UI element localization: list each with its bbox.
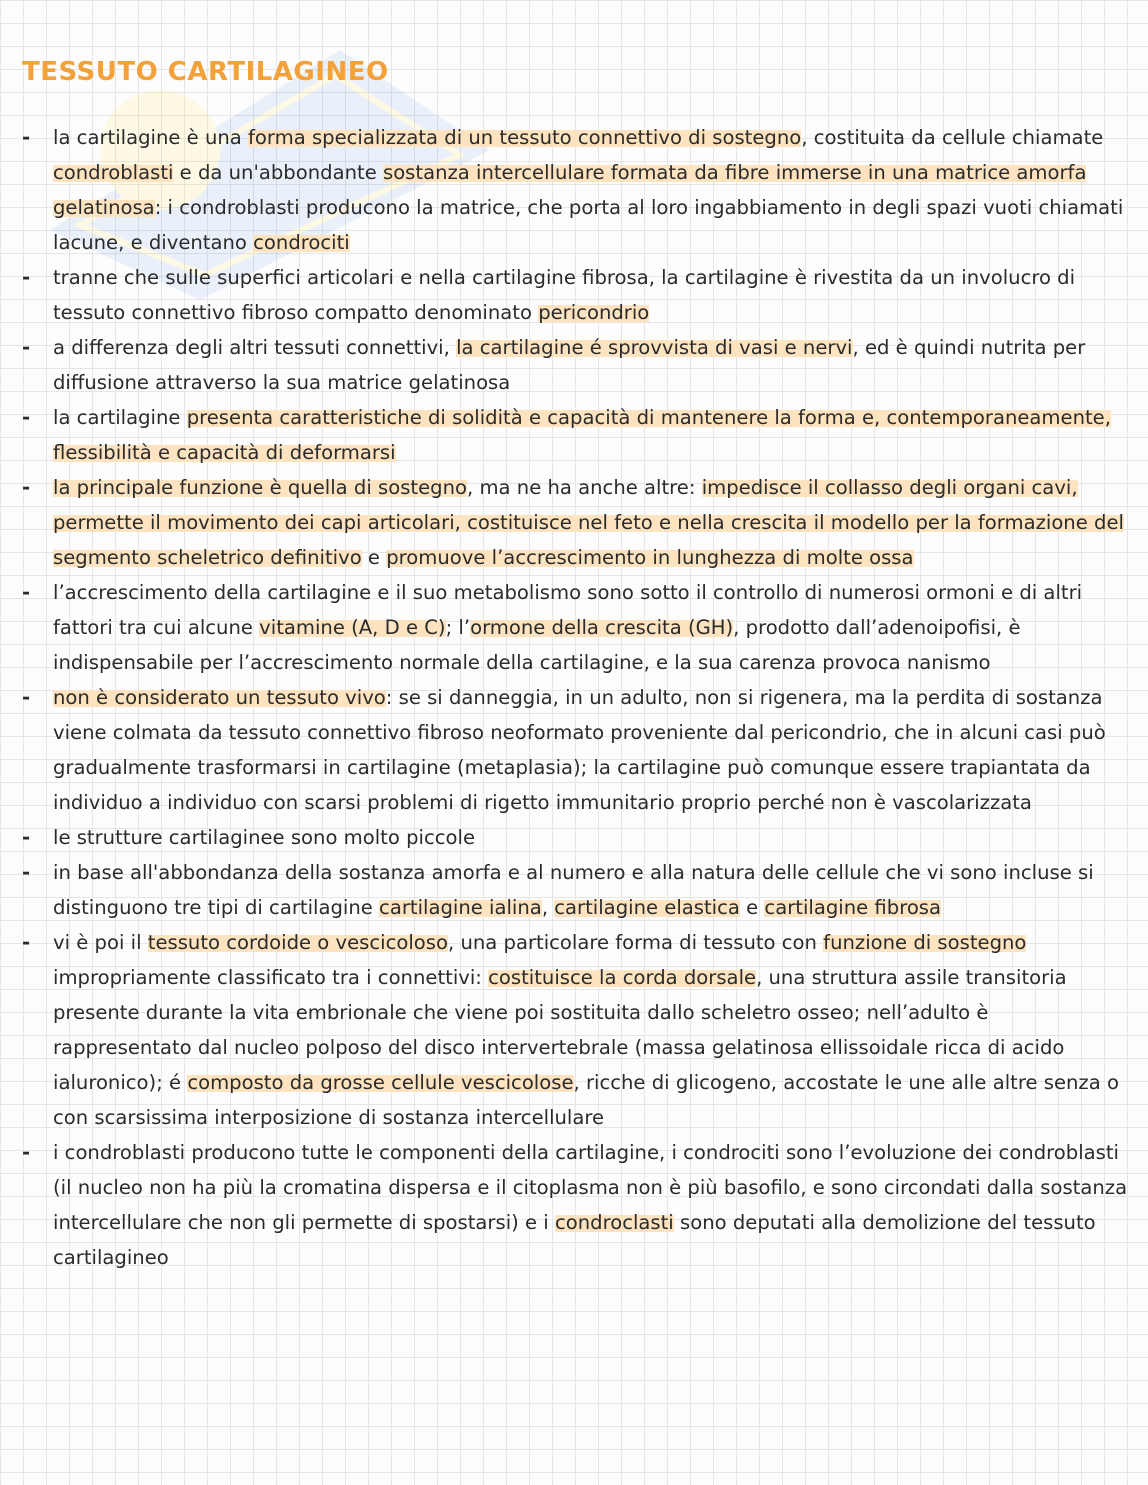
highlighted-text: la principale funzione è quella di sostegno: [53, 476, 467, 499]
text-segment: : i condroblasti producono la matrice, che porta al loro ingabbiamento in degli spazi vuoti chiamati lacune, e diventano: [53, 196, 1124, 254]
list-item: [22, 260, 1132, 330]
highlighted-text: condroclasti: [554, 1211, 674, 1234]
highlighted-text: impedisce il collasso degli organi cavi, permette il movimento dei capi articolari, costituisce nel feto e nella crescita il modello per la formazione del segmento scheletrico definitivo: [53, 476, 1124, 569]
text-segment: e da un'abbondante: [173, 161, 383, 184]
highlighted-text: non è considerato un tessuto vivo: [53, 686, 386, 709]
text-segment: vi è poi il: [53, 931, 148, 954]
text-segment: le strutture cartilaginee sono molto piccole: [53, 826, 475, 849]
text-segment: , una struttura assile transitoria presente durante la vita embrionale che viene poi sostituita dallo scheletro osseo; nell’adulto è rappresentato dal nucleo polposo del disco intervertebrale (massa gelatinosa ellissoidale ricca di acido ialuronico); é: [53, 966, 1067, 1094]
text-segment: , ricche di glicogeno, accostate le une alle altre senza o con scarsissima interposizione di sostanza intercellulare: [53, 1071, 1119, 1129]
page-title: TESSUTO CARTILAGINEO: [22, 57, 389, 87]
highlighted-text: promuove l’accrescimento in lunghezza di molte ossa: [386, 546, 914, 569]
text-segment: , prodotto dall’adenoipofisi, è indispensabile per l’accrescimento normale della cartilagine, e la sua carenza provoca nanismo: [53, 616, 1021, 674]
highlighted-text: forma specializzata di un tessuto connettivo di sostegno: [248, 126, 802, 149]
notes-list: [22, 120, 1132, 1275]
highlighted-text: cartilagine fibrosa: [764, 896, 942, 919]
highlighted-text: sostanza intercellulare formata da fibre immerse in una matrice amorfa gelatinosa: [53, 161, 1087, 219]
text-segment: : se si danneggia, in un adulto, non si rigenera, ma la perdita di sostanza viene colmata da tessuto connettivo fibroso neoformato proveniente dal pericondrio, che in alcuni casi può gradualmente trasformarsi in cartilagine (metaplasia); la cartilagine può comunque essere trapiantata da individuo a individuo con scarsi problemi di rigetto immunitario proprio perché non è vascolarizzata: [53, 686, 1106, 814]
list-item: [22, 820, 1132, 855]
highlighted-text: ormone della crescita (GH): [470, 616, 734, 639]
text-segment: i condroblasti producono tutte le componenti della cartilagine, i condrociti sono l’evoluzione dei condroblasti (il nucleo non ha più la cromatina dispersa e il citoplasma non è più basofilo, e sono circondati dalla sostanza intercellulare che non gli permette di spostarsi) e i: [53, 1141, 1128, 1234]
highlighted-text: cartilagine elastica: [554, 896, 740, 919]
highlighted-text: tessuto cordoide o vescicoloso: [147, 931, 448, 954]
list-item: [22, 400, 1132, 470]
list-item: [22, 680, 1132, 820]
text-segment: l’accrescimento della cartilagine e il suo metabolismo sono sotto il controllo di numerosi ormoni e di altri fattori tra cui alcune: [53, 581, 1083, 639]
highlighted-text: pericondrio: [538, 301, 650, 324]
text-segment: la cartilagine: [53, 406, 187, 429]
text-segment: sono deputati alla demolizione del tessuto cartilagineo: [53, 1211, 1096, 1269]
text-segment: e: [361, 546, 387, 569]
highlighted-text: condroblasti: [53, 161, 174, 184]
text-segment: ; l’: [445, 616, 471, 639]
text-segment: e: [739, 896, 765, 919]
text-segment: tranne che sulle superfici articolari e nella cartilagine fibrosa, la cartilagine è rivestita da un involucro di tessuto connettivo fibroso compatto denominato: [53, 266, 1076, 324]
text-segment: , ma ne ha anche altre:: [467, 476, 702, 499]
highlighted-text: costituisce la corda dorsale: [488, 966, 757, 989]
text-segment: ,: [541, 896, 555, 919]
text-segment: , una particolare forma di tessuto con: [447, 931, 824, 954]
highlighted-text: composto da grosse cellule vescicolose: [187, 1071, 574, 1094]
highlighted-text: funzione di sostegno: [823, 931, 1027, 954]
list-item: [22, 1135, 1132, 1275]
notes-page: [22, 52, 1132, 1275]
highlighted-text: la cartilagine é sprovvista di vasi e nervi: [456, 336, 853, 359]
text-segment: , ed è quindi nutrita per diffusione attraverso la sua matrice gelatinosa: [53, 336, 1086, 394]
list-item: [22, 925, 1132, 1135]
list-item: [22, 855, 1132, 925]
text-segment: , costituita da cellule chiamate: [801, 126, 1104, 149]
highlighted-text: vitamine (A, D e C): [259, 616, 446, 639]
highlighted-text: cartilagine ialina: [379, 896, 542, 919]
list-item: [22, 575, 1132, 680]
text-segment: a differenza degli altri tessuti connettivi,: [53, 336, 457, 359]
text-segment: in base all'abbondanza della sostanza amorfa e al numero e alla natura delle cellule che vi sono incluse si distinguono tre tipi di cartilagine: [53, 861, 1094, 919]
highlighted-text: presenta caratteristiche di solidità e capacità di mantenere la forma e, contemporaneamente, flessibilità e capacità di deformarsi: [53, 406, 1111, 464]
list-item: [22, 470, 1132, 575]
list-item: [22, 330, 1132, 400]
highlighted-text: condrociti: [253, 231, 350, 254]
text-segment: impropriamente classificato tra i connettivi:: [53, 966, 489, 989]
text-segment: la cartilagine è una: [53, 126, 249, 149]
list-item: [22, 120, 1132, 260]
